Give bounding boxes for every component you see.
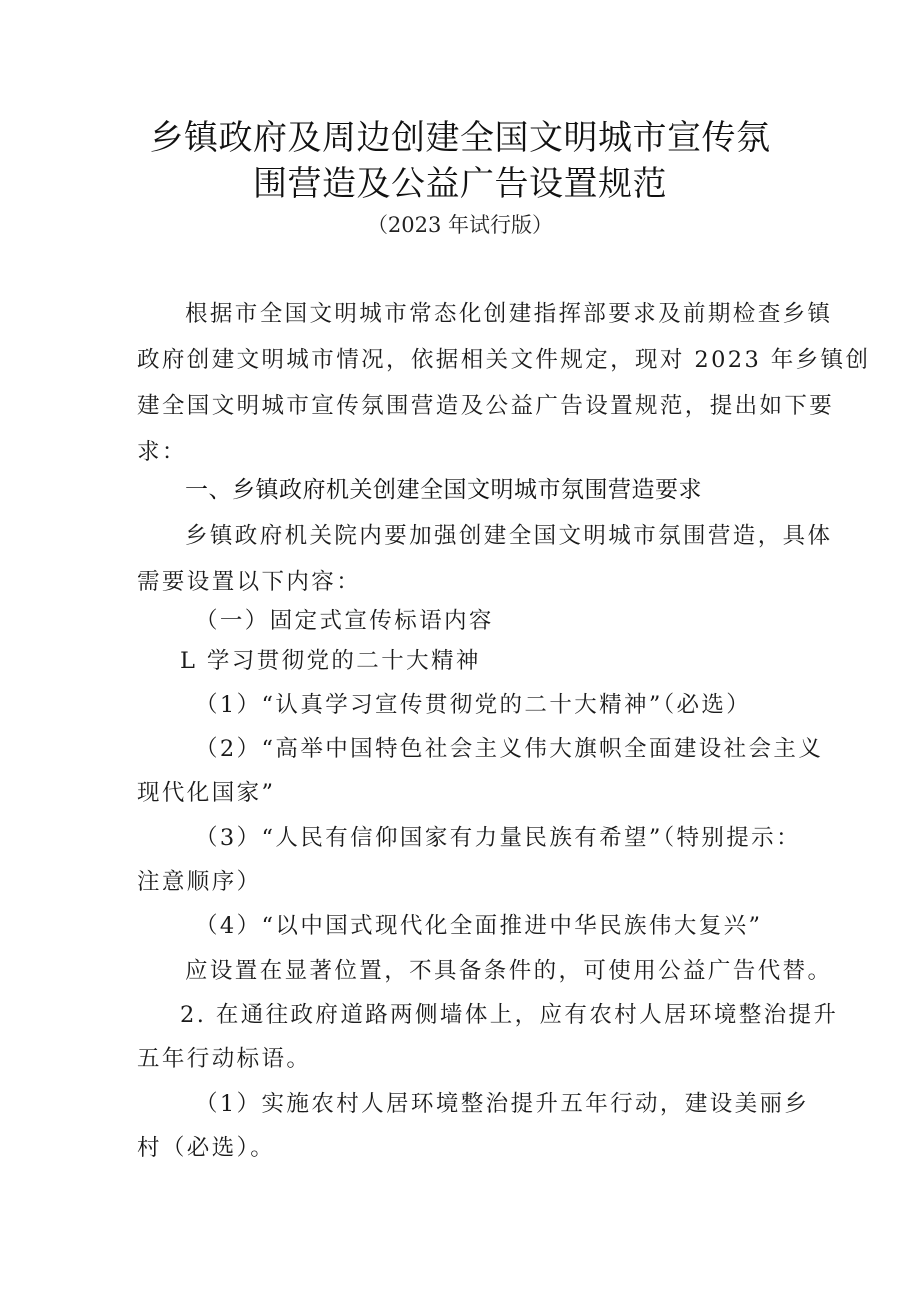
- document-title-line-1: 乡镇政府及周边创建全国文明城市宣传氛: [149, 118, 771, 158]
- item-heading: 2. 在通往政府道路两侧墙体上，应有农村人居环境整治提升: [180, 1002, 839, 1028]
- section-heading: 一、乡镇政府机关创建全国文明城市氛围营造要求: [185, 477, 702, 503]
- list-item: （2）“高举中国特色社会主义伟大旗帜全面建设社会主义: [195, 736, 824, 762]
- list-item: （1）“认真学习宣传贯彻党的二十大精神”（必选）: [195, 692, 752, 718]
- list-item-continuation: 村（必选）。: [137, 1135, 276, 1161]
- intro-line: 根据市全国文明城市常态化创建指挥部要求及前期检查乡镇: [185, 301, 833, 327]
- list-item: （4）“以中国式现代化全面推进中华民族伟大复兴”: [195, 913, 763, 939]
- intro-line: 政府创建文明城市情况，依据相关文件规定，现对 2023 年乡镇创: [137, 347, 871, 373]
- list-item: （3）“人民有信仰国家有力量民族有希望”（特别提示：: [195, 825, 801, 851]
- item-heading: L 学习贯彻党的二十大精神: [180, 648, 481, 674]
- list-item-continuation: 现代化国家”: [137, 780, 276, 806]
- note-line: 应设置在显著位置，不具备条件的，可使用公益广告代替。: [185, 958, 833, 984]
- document-title-line-2: 围营造及公益广告设置规范: [253, 164, 667, 204]
- section-body-line: 需要设置以下内容：: [137, 569, 362, 595]
- section-body-line: 乡镇政府机关院内要加强创建全国文明城市氛围营造，具体: [185, 523, 833, 549]
- intro-line: 建全国文明城市宣传氛围营造及公益广告设置规范，提出如下要: [137, 393, 835, 419]
- document-subtitle: （2023 年试行版）: [366, 213, 554, 237]
- list-item: （1）实施农村人居环境整治提升五年行动，建设美丽乡: [195, 1091, 810, 1117]
- intro-line: 求：: [137, 439, 187, 465]
- list-item-continuation: 注意顺序）: [137, 869, 262, 895]
- item-heading-continuation: 五年行动标语。: [137, 1046, 312, 1072]
- subsection-heading: （一）固定式宣传标语内容: [195, 608, 494, 634]
